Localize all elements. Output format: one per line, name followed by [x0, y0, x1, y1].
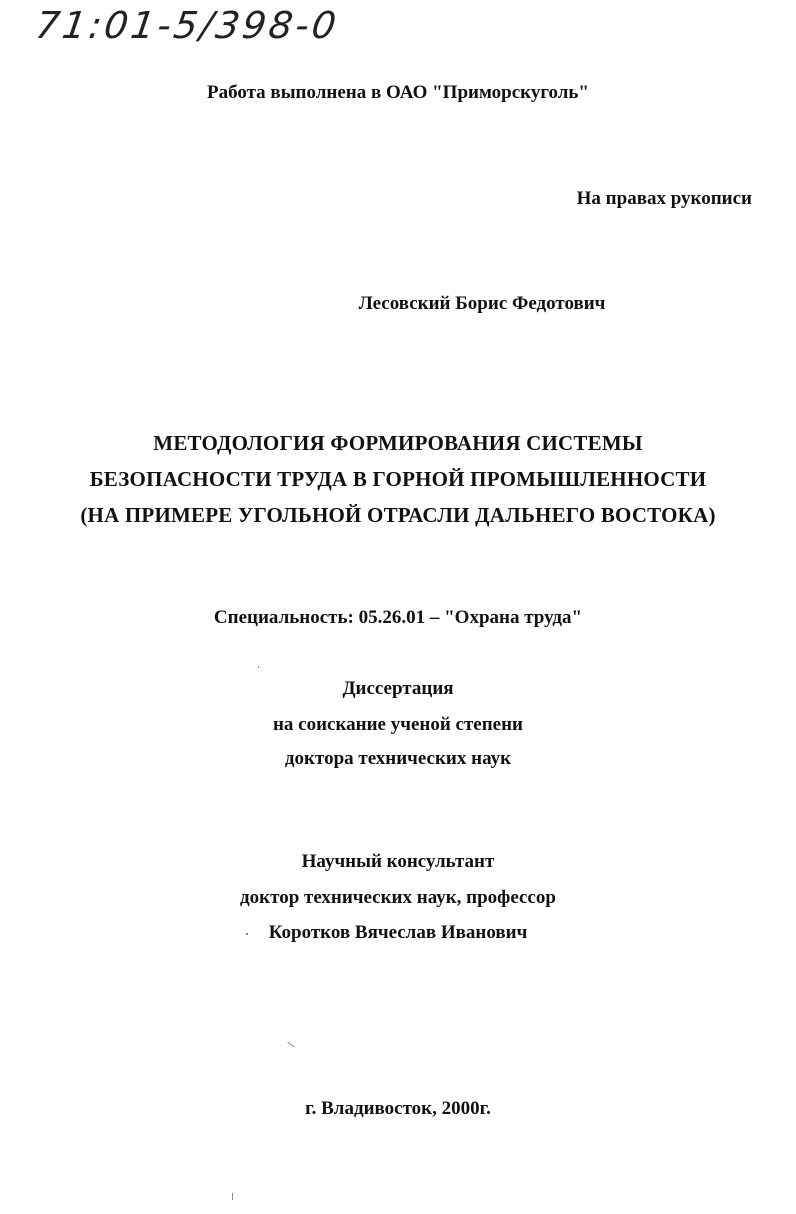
consultant-line-3: Коротков Вячеслав Иванович — [268, 922, 528, 943]
degree-line-1: Диссертация — [342, 678, 454, 699]
place-year: г. Владивосток, 2000г. — [305, 1098, 491, 1119]
degree-line-2: на соискание ученой степени — [272, 714, 523, 735]
title-line-1: МЕТОДОЛОГИЯ ФОРМИРОВАНИЯ СИСТЕМЫ — [153, 431, 643, 455]
scan-speck — [232, 1193, 233, 1200]
scan-speck — [246, 933, 248, 935]
organization-line: Работа выполнена в ОАО "Приморскуголь" — [207, 82, 589, 103]
specialty: Специальность: 05.26.01 – "Охрана труда" — [213, 607, 583, 628]
scan-speck — [258, 666, 259, 668]
degree-line-3: доктора технических наук — [284, 748, 512, 769]
manuscript-note: На правах рукописи — [576, 188, 752, 209]
handwritten-archive-code: 71:01-5/398-0 — [32, 4, 342, 47]
author-name: Лесовский Борис Федотович — [358, 293, 606, 314]
consultant-line-1: Научный консультант — [301, 851, 495, 872]
consultant-line-2: доктор технических наук, профессор — [240, 887, 556, 908]
scan-speck — [287, 1042, 294, 1047]
title-line-3: (НА ПРИМЕРЕ УГОЛЬНОЙ ОТРАСЛИ ДАЛЬНЕГО ВОСТОКА) — [80, 503, 716, 527]
title-line-2: БЕЗОПАСНОСТИ ТРУДА В ГОРНОЙ ПРОМЫШЛЕННОСТИ — [89, 467, 707, 491]
